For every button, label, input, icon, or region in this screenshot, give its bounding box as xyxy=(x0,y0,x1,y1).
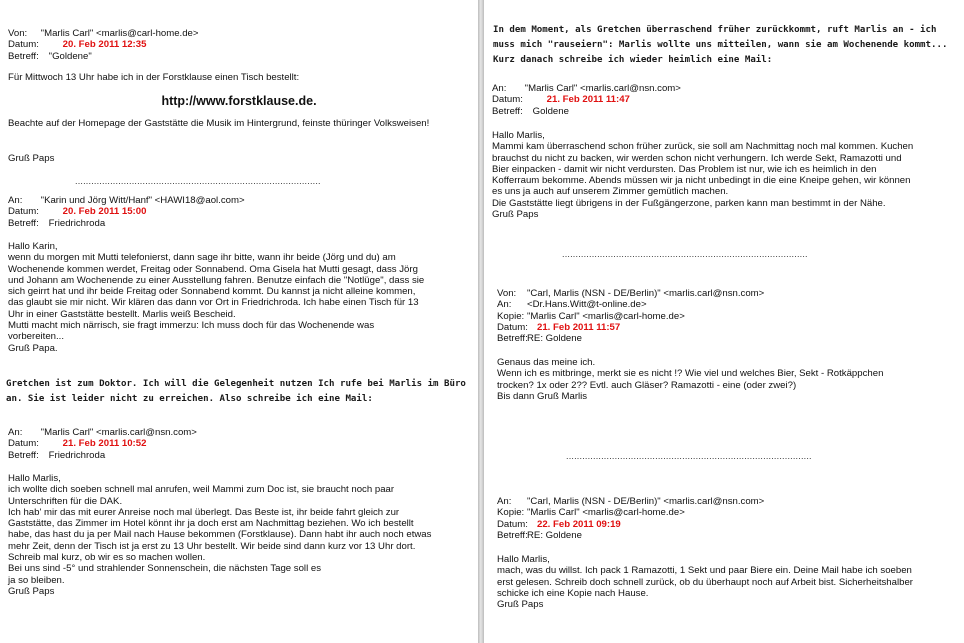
subject-label: Betreff: xyxy=(492,105,523,117)
email-body-1a: Für Mittwoch 13 Uhr habe ich in der Forstklause einen Tisch bestellt: xyxy=(8,72,300,83)
date-value: 20. Feb 2011 12:35 xyxy=(62,39,147,51)
date-label: Datum: xyxy=(8,206,39,218)
email-body-4: Hallo Marlis, Mammi kam überraschend schon früher zurück, sie soll am Nachmittag noch mal kommen. Kuchen brauchst du nicht zu backen, wir werden schon nicht verhungern. Ich werde Sekt, Ramazotti und Bier einpacken - damit wir nicht verdursten. Das Problem ist nur, wie ich es heimlich in den Kofferraum bekomme. Abends müssen wir ja nicht unbedingt in die eine Kneipe gehen, wir können es uns ja auch auf unserem Zimmer gemütlich machen. Die Gaststätte liegt übrigens in der Fußgängerzone, parken kann man bestimmt in der Nähe. Gruß Paps xyxy=(492,130,914,221)
from-value: "Carl, Marlis (NSN - DE/Berlin)" <marlis.carl@nsn.com> xyxy=(527,288,765,299)
to-value: "Karin und Jörg Witt/Hanf" <HAWI18@aol.com> xyxy=(40,195,245,206)
subject-label: Betreff: xyxy=(8,217,39,229)
from-value: "Marlis Carl" <marlis@carl-home.de> xyxy=(40,28,199,39)
email-header-1 xyxy=(8,28,199,62)
email-header-4 xyxy=(492,83,681,117)
email-body-1b: Beachte auf der Homepage der Gaststätte die Musik im Hintergrund, feinste thüringer Volksweisen! xyxy=(8,118,430,129)
separator: ........................................................................................... xyxy=(562,249,808,259)
narration-2: In dem Moment, als Gretchen überraschend früher zurückkommt, ruft Marlis an - ich muss mich "rauseiern": Marlis wollte uns mitteilen, wann sie am Wochenende kommt... Kurz danach schreibe ich wieder heimlich eine Mail: xyxy=(493,25,948,65)
cc-label: Kopie: xyxy=(497,310,525,322)
separator: ........................................................................................... xyxy=(75,176,321,186)
date-label: Datum: xyxy=(8,438,39,450)
from-label: Von: xyxy=(8,28,28,39)
email-body-6: Hallo Marlis, mach, was du willst. Ich pack 1 Ramazotti, 1 Sekt und paar Biere ein. Deine Mail habe ich soeben erst gelesen. Schreib doch schnell zurück, ob du überhaupt noch auf Arbeit bist. Sicherheitshalber schicke ich eine Kopie nach Hause. Gruß Paps xyxy=(497,554,913,611)
date-label: Datum: xyxy=(497,518,528,530)
subject-value: RE: Goldene xyxy=(527,333,582,345)
date-label: Datum: xyxy=(497,321,528,333)
cc-value: "Marlis Carl" <marlis@carl-home.de> xyxy=(527,507,685,519)
to-value: "Marlis Carl" <marlis.carl@nsn.com> xyxy=(40,427,197,438)
email-header-3 xyxy=(8,427,197,461)
to-label: An: xyxy=(497,496,512,507)
date-value: 22. Feb 2011 09:19 xyxy=(537,518,621,530)
email-body-3: Hallo Marlis, ich wollte dich soeben schnell mal anrufen, weil Mammi zum Doc ist, sie braucht noch paar Unterschriften für die DAK. Ich hab' mir das mit eurer Anreise noch mal überlegt. Das Beste ist, ihr beide fahrt gleich zur Gaststätte, das Zimmer im Hotel könnt ihr ja doch erst am Nachmittag beziehen. Wo ich bestellt habe, das hast du ja per Mail nach Hause bekommen (Forstklause). Dann habt ihr auch noch etwas mehr Zeit, denn der Tisch ist ja erst zu 13 Uhr bestellt. Wir beide sind dann kurz vor 13 Uhr dort. Schreib mal kurz, ob wir es so machen wollen. Bei uns sind -5° und strahlender Sonnenschein, die nächsten Tage soll es ja so bleiben. Gruß Paps xyxy=(8,473,432,597)
cc-value: "Marlis Carl" <marlis@carl-home.de> xyxy=(527,310,685,322)
email-header-2 xyxy=(8,195,245,229)
date-value: 21. Feb 2011 10:52 xyxy=(62,438,147,450)
date-label: Datum: xyxy=(8,39,39,51)
email-header-6 xyxy=(497,496,764,541)
email-header-5 xyxy=(497,288,764,344)
to-label: An: xyxy=(497,299,512,311)
subject-value: "Goldene" xyxy=(48,50,92,62)
right-page xyxy=(484,0,964,643)
subject-label: Betreff: xyxy=(8,50,39,62)
to-value: "Carl, Marlis (NSN - DE/Berlin)" <marlis.carl@nsn.com> xyxy=(527,496,765,507)
email-body-5: Genaus das meine ich. Wenn ich es mitbringe, merkt sie es nicht !? Wie viel und welches Bier, Sekt - Rotkäppchen trocken? 1x oder 2?? Evtl. auch Gläser? Ramazotti - eine (oder zwei?) Bis dann Gruß Marlis xyxy=(497,357,884,402)
to-label: An: xyxy=(8,427,23,438)
narration-1: Gretchen ist zum Doktor. Ich will die Gelegenheit nutzen Ich rufe bei Marlis im Büro an. Sie ist leider nicht zu erreichen. Also schreibe ich eine Mail: xyxy=(6,379,466,404)
subject-value: Friedrichroda xyxy=(48,217,106,229)
subject-value: Friedrichroda xyxy=(48,449,106,461)
to-label: An: xyxy=(492,83,507,94)
to-label: An: xyxy=(8,195,23,206)
date-value: 21. Feb 2011 11:57 xyxy=(537,321,621,333)
separator: ........................................................................................... xyxy=(566,451,812,461)
date-label: Datum: xyxy=(492,94,523,106)
email-body-2: Hallo Karin, wenn du morgen mit Mutti telefonierst, dann sage ihr bitte, wann ihr beide (Jörg und du) am Wochenende kommen werdet, Freitag oder Sonnabend. Oma Gisela hat Mutti gesagt, dass Jörg und Johann am Wochenende zu einer Ausstellung fahren. Benutze einfach die "Notlüge", dass sie sich geirrt hat und ihr beide Freitag oder Sonnabend kommt. Du kannst ja nicht alleine kommen, das glaubt sie mir nicht. Wir klären das dann vor Ort in Friedrichroda. Ich habe einen Tisch für 13 Uhr in einer Gaststätte bestellt. Marlis weiß Bescheid. Mutti macht mich närrisch, sie fragt immerzu: Ich muss doch für das Wochenende was vorbereiten... Gruß Papa. xyxy=(8,241,425,354)
to-value: "Marlis Carl" <marlis.carl@nsn.com> xyxy=(524,83,681,94)
subject-value: Goldene xyxy=(532,105,569,117)
subject-label: Betreff: xyxy=(8,449,39,461)
forstklause-url[interactable]: http://www.forstklause.de. xyxy=(161,94,317,108)
cc-label: Kopie: xyxy=(497,507,525,519)
subject-label: Betreff: xyxy=(497,529,528,541)
date-value: 20. Feb 2011 15:00 xyxy=(62,206,147,218)
subject-label: Betreff: xyxy=(497,333,528,345)
email-signoff-1: Gruß Paps xyxy=(8,153,55,164)
from-label: Von: xyxy=(497,288,517,299)
date-value: 21. Feb 2011 11:47 xyxy=(546,94,630,106)
subject-value: RE: Goldene xyxy=(527,529,582,541)
left-page xyxy=(0,0,478,643)
to-value: <Dr.Hans.Witt@t-online.de> xyxy=(527,299,647,311)
